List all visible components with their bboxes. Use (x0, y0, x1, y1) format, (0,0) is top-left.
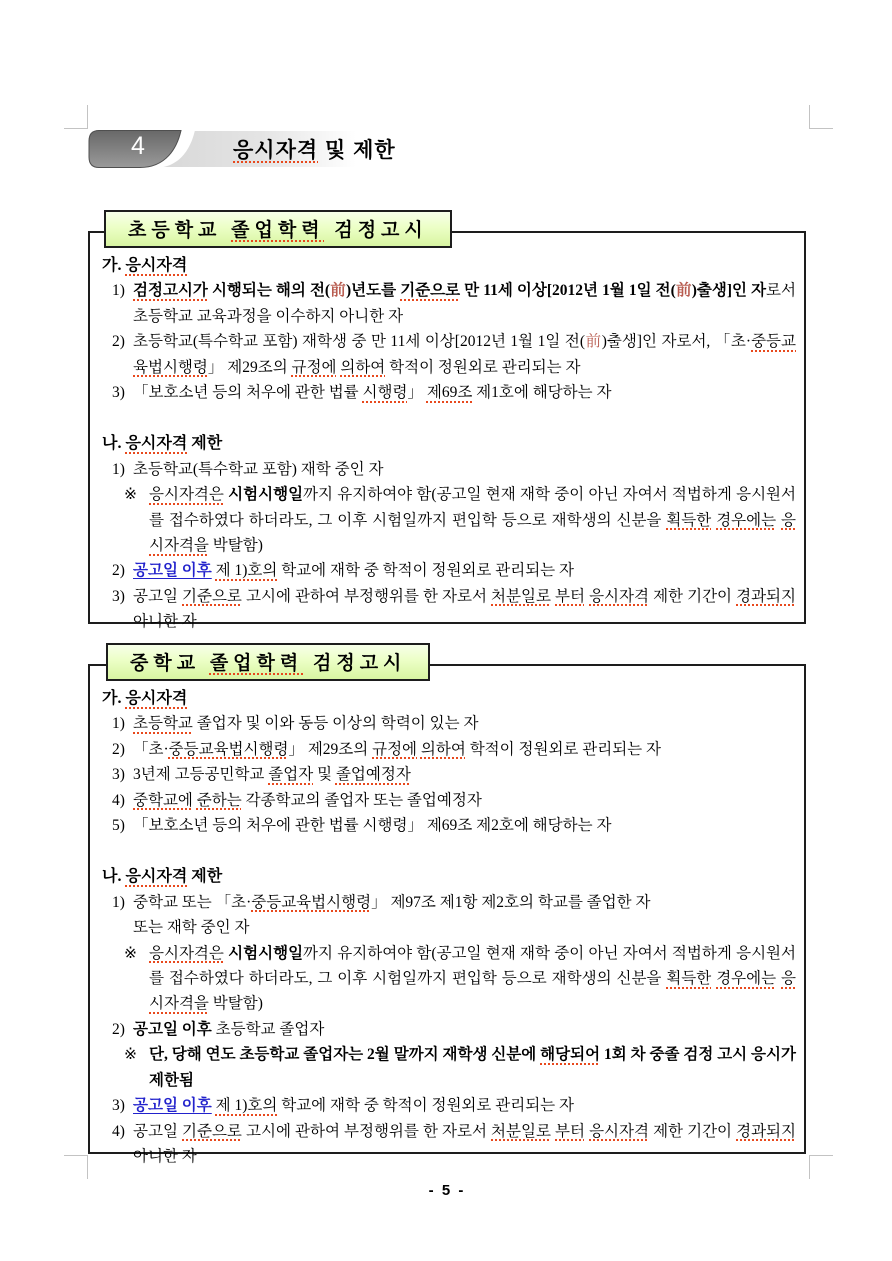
list-item (102, 762, 796, 787)
item-marker: 4) (112, 791, 125, 809)
item-marker: 1) (112, 460, 125, 478)
section-header-banner (88, 130, 396, 168)
list-item (102, 558, 796, 583)
list-item (102, 584, 796, 635)
section-body (88, 231, 806, 631)
item-text: 공고일 이후 제 1)호의 학교에 재학 중 학적이 정원외로 관리되는 자 (133, 1097, 574, 1115)
crop-mark-top-left (64, 105, 88, 129)
item-text: 공고일 기준으로 고시에 관하여 부정행위를 한 자로서 처분일로 부터 응시자격 제한 기간이 경과되지 아니한 자 (133, 1122, 797, 1165)
list-item (102, 431, 796, 456)
item-text: 단, 당해 연도 초등학교 졸업자는 2월 말까지 재학생 신분에 해당되어 1회 차 중졸 검정 고시 응시가 제한됨 (149, 1046, 796, 1089)
list-item (102, 686, 796, 711)
item-text: 공고일 이후 제 1)호의 학교에 재학 중 학적이 정원외로 관리되는 자 (133, 562, 574, 580)
crop-mark-top-right (809, 105, 833, 129)
item-text: 초등학교(특수학교 포함) 재학생 중 만 11세 이상[2012년 1월 1일 전(前)출생]인 자로서, 「초·중등교육법시행령」 제29조의 규정에 의하여 학적이 정원외로 관리되는 자 (133, 333, 796, 376)
list-item (102, 457, 796, 482)
item-marker: 2) (112, 740, 125, 758)
item-marker: 3) (112, 384, 125, 402)
section-title-box: 중학교 졸업학력 검정고시 (106, 643, 430, 681)
list-item (102, 788, 796, 813)
item-text: 중학교 또는 「초·중등교육법시행령」 제97조 제1항 제2호의 학교를 졸업한 자 (133, 893, 651, 911)
list-item (102, 380, 796, 405)
section-title-box: 초등학교 졸업학력 검정고시 (104, 210, 452, 248)
page-number: - 5 - (428, 1182, 466, 1199)
item-text: 가. 응시자격 (102, 690, 188, 707)
item-text: 검정고시가 시행되는 해의 전(前)년도를 기준으로 만 11세 이상[2012년 1월 1일 전(前)출생]인 자로서 초등학교 교육과정을 이수하지 아니한 자 (133, 282, 796, 325)
section-body (88, 664, 806, 1165)
item-marker: 1) (112, 282, 125, 300)
page-content (88, 130, 806, 1199)
list-item (102, 941, 796, 1017)
section-elementary (88, 168, 806, 631)
item-marker: 4) (112, 1122, 125, 1140)
list-item (102, 864, 796, 889)
list-item (102, 737, 796, 762)
item-marker: 2) (112, 333, 125, 351)
list-item (102, 813, 796, 838)
item-text: 「보호소년 등의 처우에 관한 법률 시행령」 제69조 제1호에 해당하는 자 (133, 384, 612, 402)
item-marker: 1) (112, 715, 125, 733)
item-text: 중학교에 준하는 각종학교의 졸업자 또는 졸업예정자 (133, 791, 482, 809)
item-text: 나. 응시자격 제한 (102, 868, 223, 886)
section-middle (88, 624, 806, 1165)
item-marker: 3) (112, 766, 125, 784)
item-text: 공고일 이후 초등학교 졸업자 (133, 1020, 325, 1038)
item-text: 초등학교(특수학교 포함) 재학 중인 자 (133, 460, 384, 478)
item-text: 초등학교 졸업자 및 이와 동등 이상의 학력이 있는 자 (133, 715, 479, 733)
item-text: 「보호소년 등의 처우에 관한 법률 시행령」 제69조 제2호에 해당하는 자 (133, 817, 612, 835)
item-text: 응시자격은 시험시행일까지 유지하여야 함(공고일 현재 재학 중이 아닌 자여서 적법하게 응시원서를 접수하였다 하더라도, 그 이후 시험일까지 편입학 등으로 재학생의 신분을 획득한 경우에는 응시자격을 박탈함) (149, 944, 797, 1013)
list-item (102, 1119, 796, 1170)
item-marker: 3) (112, 587, 125, 605)
item-marker: ※ (124, 1046, 137, 1064)
item-text: 3년제 고등공민학교 졸업자 및 졸업예정자 (133, 766, 411, 784)
item-marker: 5) (112, 817, 125, 835)
item-marker: 1) (112, 893, 125, 911)
item-text: 또는 재학 중인 자 (133, 919, 250, 937)
item-marker: ※ (124, 944, 137, 962)
list-item (102, 890, 796, 915)
item-text: 「초·중등교육법시행령」 제29조의 규정에 의하여 학적이 정원외로 관리되는 자 (133, 740, 662, 758)
list-item (102, 711, 796, 736)
item-marker: ※ (124, 486, 137, 504)
item-marker (112, 915, 133, 940)
item-text: 응시자격은 시험시행일까지 유지하여야 함(공고일 현재 재학 중이 아닌 자여서 적법하게 응시원서를 접수하였다 하더라도, 그 이후 시험일까지 편입학 등으로 재학생의 신분을 획득한 경우에는 응시자격을 박탈함) (149, 486, 797, 555)
item-marker: 3) (112, 1097, 125, 1115)
list-item (102, 278, 796, 329)
list-item (102, 1017, 796, 1042)
section-number: 4 (131, 132, 145, 160)
page-title: 응시자격 및 제한 (233, 139, 396, 162)
list-item (102, 329, 796, 380)
list-item (102, 482, 796, 558)
list-item (102, 915, 796, 940)
crop-mark-bottom-right (809, 1155, 833, 1179)
list-item (102, 1042, 796, 1093)
item-text: 가. 응시자격 (102, 257, 188, 274)
list-item (102, 1093, 796, 1118)
list-item (102, 253, 796, 278)
crop-mark-bottom-left (64, 1155, 88, 1179)
item-text: 공고일 기준으로 고시에 관하여 부정행위를 한 자로서 처분일로 부터 응시자격 제한 기간이 경과되지 아니한 자 (133, 587, 797, 631)
item-marker: 2) (112, 1020, 125, 1038)
item-text: 나. 응시자격 제한 (102, 435, 223, 453)
item-marker: 2) (112, 562, 125, 580)
